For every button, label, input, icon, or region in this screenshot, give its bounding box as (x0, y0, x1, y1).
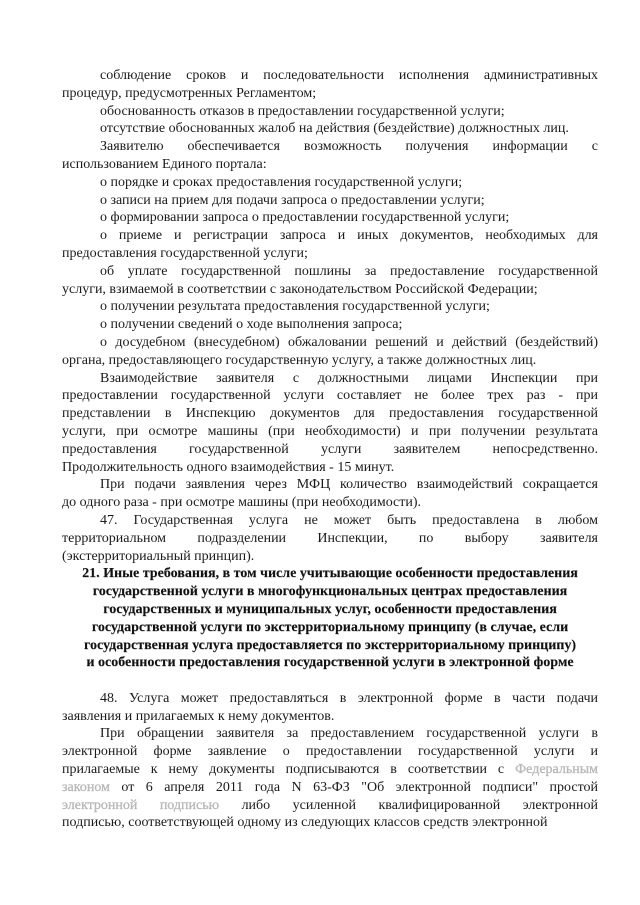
document-body (62, 67, 598, 832)
federal-law-link[interactable]: Федеральным (515, 762, 599, 778)
paragraph (62, 192, 598, 210)
paragraph (62, 263, 598, 299)
text-line: электронной форме заявление о предоставлении государственной услуги и (62, 744, 598, 760)
paragraph (62, 138, 598, 174)
heading-line: государственной услуги по экстерриториальному принципу (в случае, если (91, 619, 569, 635)
paragraph (62, 103, 598, 121)
text-line: Продолжительность одного взаимодействия - 15 минут. (62, 459, 395, 475)
text-line: об уплате государственной пошлины за предоставление государственной (100, 263, 598, 279)
federal-law-link[interactable]: законом (62, 779, 110, 795)
paragraph (62, 476, 598, 512)
paragraph (62, 316, 598, 334)
text-line: услуги, взимаемой в соответствии с законодательством Российской Федерации; (62, 281, 538, 297)
text-line: о получении сведений о ходе выполнения запроса; (100, 317, 403, 333)
electronic-signature-link[interactable]: электронной подписью (62, 797, 220, 813)
text-line: процедур, предусмотренных Регламентом; (62, 85, 317, 101)
paragraph (62, 690, 598, 726)
text-line: (экстерриториальный принцип). (62, 548, 255, 564)
text-line: подписью, соответствующей одному из следующих классов средств электронной (62, 815, 548, 831)
heading-line: и особенности предоставления государственной услуги в электронной форме (86, 655, 574, 671)
paragraph (62, 209, 598, 227)
text-line: использованием Единого портала: (62, 156, 267, 172)
section-2 (62, 690, 598, 832)
text-line: территориальном подразделении Инспекции, по выбору заявителя (62, 530, 598, 546)
section-heading (62, 565, 598, 672)
text-line: При обращении заявителя за предоставлением государственной услуги в (100, 726, 598, 742)
text-line: отсутствие обоснованных жалоб на действия (бездействие) должностных лиц. (100, 121, 569, 137)
heading-line: 21. Иные требования, в том числе учитывающие особенности предоставления (82, 566, 578, 582)
text-line: предоставлении государственной услуги составляет не более трех раз - при (62, 388, 598, 404)
text-line: 47. Государственная услуга не может быть предоставлена в любом (100, 512, 598, 528)
text-line: предоставления государственной услуги; (62, 245, 308, 261)
text-line: о записи на прием для подачи запроса о предоставлении услуги; (100, 192, 485, 208)
paragraph (62, 512, 598, 565)
heading-line: государственная услуга предоставляется по экстерриториальному принципу) (83, 637, 577, 653)
text-line: обоснованность отказов в предоставлении государственной услуги; (100, 103, 505, 119)
text-line: представлении в Инспекцию документов для предоставления государственной (62, 406, 598, 422)
text-line: органа, предоставляющего государственную услугу, а также должностных лиц. (62, 352, 537, 368)
line-text: прилагаемые к нему документы подписываются в соответствии с (62, 762, 505, 778)
text-line: о приеме и регистрации запроса и иных документов, необходимых для (100, 228, 598, 244)
line-text: либо усиленной квалифицированной электронной (241, 797, 599, 813)
text-line: о досудебном (внесудебном) обжаловании решений и действий (бездействий) (100, 334, 598, 350)
text-line: услуги, при осмотре машины (при необходимости) и при получении результата (62, 423, 598, 439)
paragraph (62, 725, 598, 832)
text-line: При подачи заявления через МФЦ количество взаимодействий сокращается (100, 477, 598, 493)
text-line: предоставления государственной услуги заявителем непосредственно. (62, 441, 598, 457)
text-line (62, 761, 598, 779)
paragraph (62, 298, 598, 316)
text-line: Взаимодействие заявителя с должностными лицами Инспекции при (100, 370, 598, 386)
text-line: 48. Услуга может предоставляться в электронной форме в части подачи (100, 690, 598, 706)
text-line: Заявителю обеспечивается возможность получения информации с (100, 139, 598, 155)
text-line: о порядке и сроках предоставления государственной услуги; (100, 174, 463, 190)
paragraph (62, 174, 598, 192)
paragraph (62, 227, 598, 263)
paragraph (62, 334, 598, 370)
text-line: до одного раза - при осмотре машины (при необходимости). (62, 495, 422, 511)
paragraph (62, 120, 598, 138)
paragraph (62, 370, 598, 477)
line-text: от 6 апреля 2011 года N 63-ФЗ "Об электронной подписи" простой (121, 779, 598, 795)
section-1 (62, 67, 598, 565)
text-line (62, 779, 598, 797)
text-line: о формировании запроса о предоставлении государственной услуги; (100, 210, 510, 226)
heading-line: государственных и муниципальных услуг, особенности предоставления (103, 601, 557, 617)
text-line: соблюдение сроков и последовательности исполнения административных (100, 68, 598, 83)
text-line: о получении результата предоставления государственной услуги; (100, 299, 490, 315)
text-line (62, 797, 598, 815)
heading-line: государственной услуги в многофункциональных центрах предоставления (92, 584, 568, 600)
paragraph (62, 67, 598, 103)
text-line: заявления и прилагаемых к нему документов. (62, 708, 335, 724)
